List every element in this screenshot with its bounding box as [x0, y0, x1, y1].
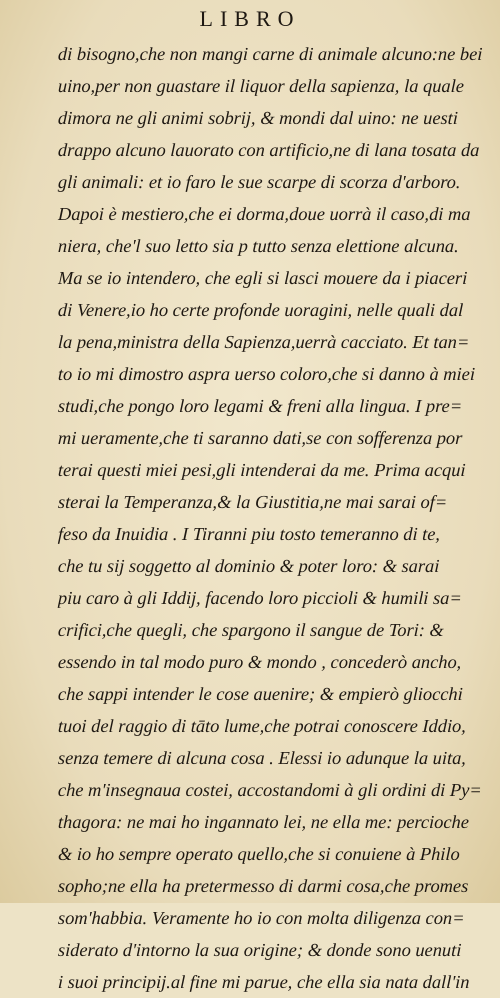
text-line: sterai la Temperanza,& la Giustitia,ne mai sarai of=	[57, 492, 448, 512]
text-line: gli animali: et io faro le sue scarpe di scorza d'arboro.	[57, 172, 461, 192]
text-line: crifici,che quegli, che spargono il sangue de Tori: &	[57, 620, 445, 640]
body-text	[58, 38, 486, 998]
text-line: Ma se io intendero, che egli si lasci mouere da i piaceri	[57, 268, 468, 288]
text-line: studi,che pongo loro legami & freni alla lingua. I pre=	[57, 396, 463, 416]
text-line: di bisogno,che non mangi carne di animale alcuno:ne bei	[57, 44, 483, 64]
text-line: senza temere di alcuna cosa . Elessi io adunque la uita,	[57, 748, 467, 768]
text-line: la pena,ministra della Sapienza,uerrà cacciato. Et tan=	[57, 332, 470, 352]
text-line: terai questi miei pesi,gli intenderai da me. Prima acqui	[57, 460, 466, 480]
text-line: to io mi dimostro aspra uerso coloro,che si danno à miei	[57, 364, 476, 384]
text-line: tuoi del raggio di tāto lume,che potrai conoscere Iddio,	[57, 716, 467, 736]
text-line: che tu sij soggetto al dominio & poter loro: & sarai	[57, 556, 440, 576]
text-line: niera, che'l suo letto sia p tutto senza elettione alcuna.	[57, 236, 460, 256]
text-line: mi ueramente,che ti saranno dati,se con sofferenza por	[57, 428, 463, 448]
text-line: dimora ne gli animi sobrij, & mondi dal uino: ne uesti	[57, 108, 459, 128]
text-line: di Venere,io ho certe profonde uoragini, nelle quali dal	[57, 300, 464, 320]
running-title: LIBRO	[199, 6, 301, 31]
text-line: i suoi principij.al fine mi parue, che ella sia nata dall'in	[57, 972, 470, 992]
text-line: som'habbia. Veramente ho io con molta diligenza con=	[57, 908, 465, 928]
text-line: & io ho sempre operato quello,che si conuiene à Philo	[57, 844, 461, 864]
text-line: essendo in tal modo puro & mondo , concederò ancho,	[57, 652, 462, 672]
text-line: che sappi intender le cose auenire; & empierò gliocchi	[57, 684, 464, 704]
text-line: che m'insegnaua costei, accostandomi à gli ordini di Py=	[57, 780, 483, 800]
text-line: uino,per non guastare il liquor della sapienza, la quale	[57, 76, 465, 96]
text-line: sopho;ne ella ha pretermesso di darmi cosa,che promes	[57, 876, 469, 896]
text-line: thagora: ne mai ho ingannato lei, ne ella me: percioche	[57, 812, 470, 832]
text-line: piu caro à gli Iddij, facendo loro piccioli & humili sa=	[57, 588, 463, 608]
text-line: feso da Inuidia . I Tiranni piu tosto temeranno di te,	[57, 524, 441, 544]
text-line: Dapoi è mestiero,che ei dorma,doue uorrà il caso,di ma	[57, 204, 471, 224]
text-line: drappo alcuno lauorato con artificio,ne di lana tosata da	[57, 140, 480, 160]
text-line: siderato d'intorno la sua origine; & donde sono uenuti	[57, 940, 462, 960]
